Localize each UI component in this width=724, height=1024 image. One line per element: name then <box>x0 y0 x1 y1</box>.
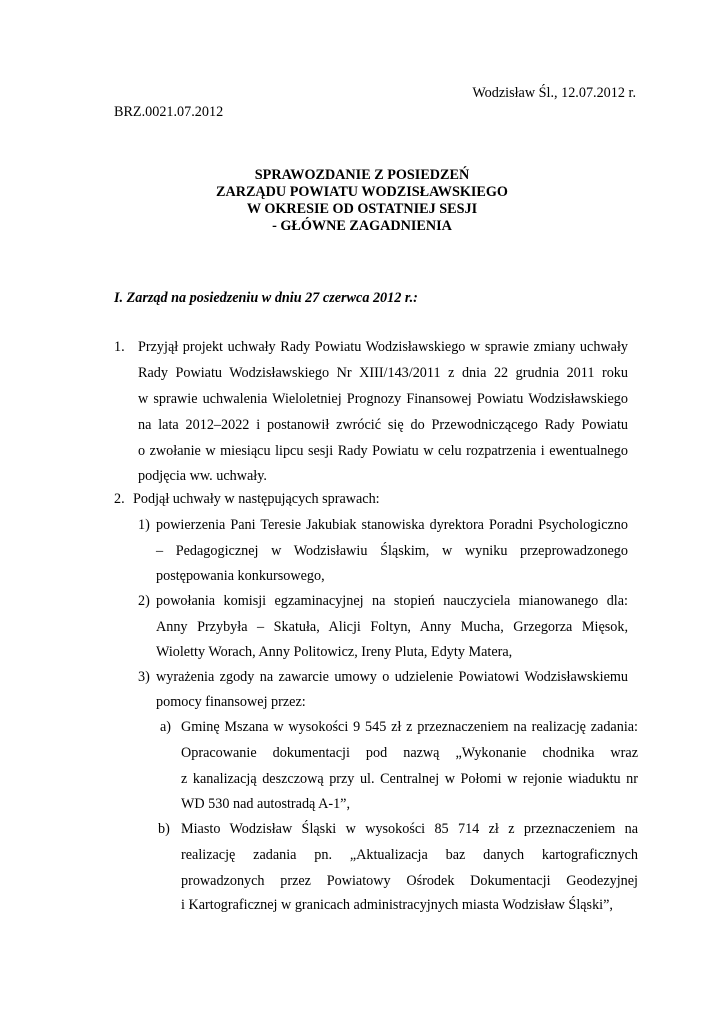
text-line: o zwołanie w miesiącu lipcu sesji Rady Powiatu w celu rozpatrzenia i ewentualnego <box>138 443 628 459</box>
reference-number: BRZ.0021.07.2012 <box>114 104 224 120</box>
text-line: – Pedagogicznej w Wodzisławiu Śląskim, w wyniku przeprowadzonego <box>156 543 628 559</box>
text-line: podjęcia ww. uchwały. <box>138 468 267 484</box>
sublist-number: 2) <box>138 593 150 609</box>
section-heading: I. Zarząd na posiedzeniu w dniu 27 czerwca 2012 r.: <box>114 290 418 306</box>
text-line: Podjął uchwały w następujących sprawach: <box>133 491 380 507</box>
subsublist-letter: b) <box>158 821 170 837</box>
text-line: i Kartograficznej w granicach administracyjnych miasta Wodzisław Śląski”, <box>181 897 613 913</box>
list-number: 2. <box>114 491 125 507</box>
text-line: prowadzonych przez Powiatowy Ośrodek Dokumentacji Geodezyjnej <box>181 873 638 889</box>
title-line: W OKRESIE OD OSTATNIEJ SESJI <box>246 201 478 217</box>
title-line: - GŁÓWNE ZAGADNIENIA <box>272 218 452 234</box>
text-line: Anny Przybyła – Skatuła, Alicji Foltyn, Anny Mucha, Grzegorza Mięsok, <box>156 619 628 635</box>
sublist-number: 3) <box>138 669 150 685</box>
title-line: SPRAWOZDANIE Z POSIEDZEŃ <box>254 167 470 183</box>
text-line: Gminę Mszana w wysokości 9 545 zł z przeznaczeniem na realizację zadania: <box>181 719 638 735</box>
list-number: 1. <box>114 339 125 355</box>
place-date: Wodzisław Śl., 12.07.2012 r. <box>472 85 636 101</box>
text-line: Miasto Wodzisław Śląski w wysokości 85 714 zł z przeznaczeniem na <box>181 821 638 837</box>
text-line: w sprawie uchwalenia Wieloletniej Prognozy Finansowej Powiatu Wodzisławskiego <box>138 391 628 407</box>
text-line: powierzenia Pani Teresie Jakubiak stanowiska dyrektora Poradni Psychologiczno <box>156 517 628 533</box>
text-line: postępowania konkursowego, <box>156 568 325 584</box>
text-line: Rady Powiatu Wodzisławskiego Nr XIII/143/2011 z dnia 22 grudnia 2011 roku <box>138 365 628 381</box>
text-line: Opracowanie dokumentacji pod nazwą „Wykonanie chodnika wraz <box>181 745 638 761</box>
text-line: z kanalizacją deszczową przy ul. Centralnej w Połomi w rejonie wiaduktu nr <box>181 771 638 787</box>
subsublist-letter: a) <box>160 719 172 735</box>
text-line: Przyjął projekt uchwały Rady Powiatu Wodzisławskiego w sprawie zmiany uchwały <box>138 339 628 355</box>
text-line: wyrażenia zgody na zawarcie umowy o udzielenie Powiatowi Wodzisławskiemu <box>156 669 628 685</box>
title-line: ZARZĄDU POWIATU WODZISŁAWSKIEGO <box>216 184 508 200</box>
text-line: powołania komisji egzaminacyjnej na stopień nauczyciela mianowanego dla: <box>156 593 628 609</box>
text-line: pomocy finansowej przez: <box>156 694 306 710</box>
sublist-number: 1) <box>138 517 150 533</box>
text-line: na lata 2012–2022 i postanowił zwrócić się do Przewodniczącego Rady Powiatu <box>138 417 628 433</box>
text-line: Wioletty Worach, Anny Politowicz, Ireny Pluta, Edyty Matera, <box>156 644 513 660</box>
text-line: realizację zadania pn. „Aktualizacja baz danych kartograficznych <box>181 847 638 863</box>
document-title <box>0 167 724 235</box>
text-line: WD 530 nad autostradą A-1”, <box>181 796 351 812</box>
